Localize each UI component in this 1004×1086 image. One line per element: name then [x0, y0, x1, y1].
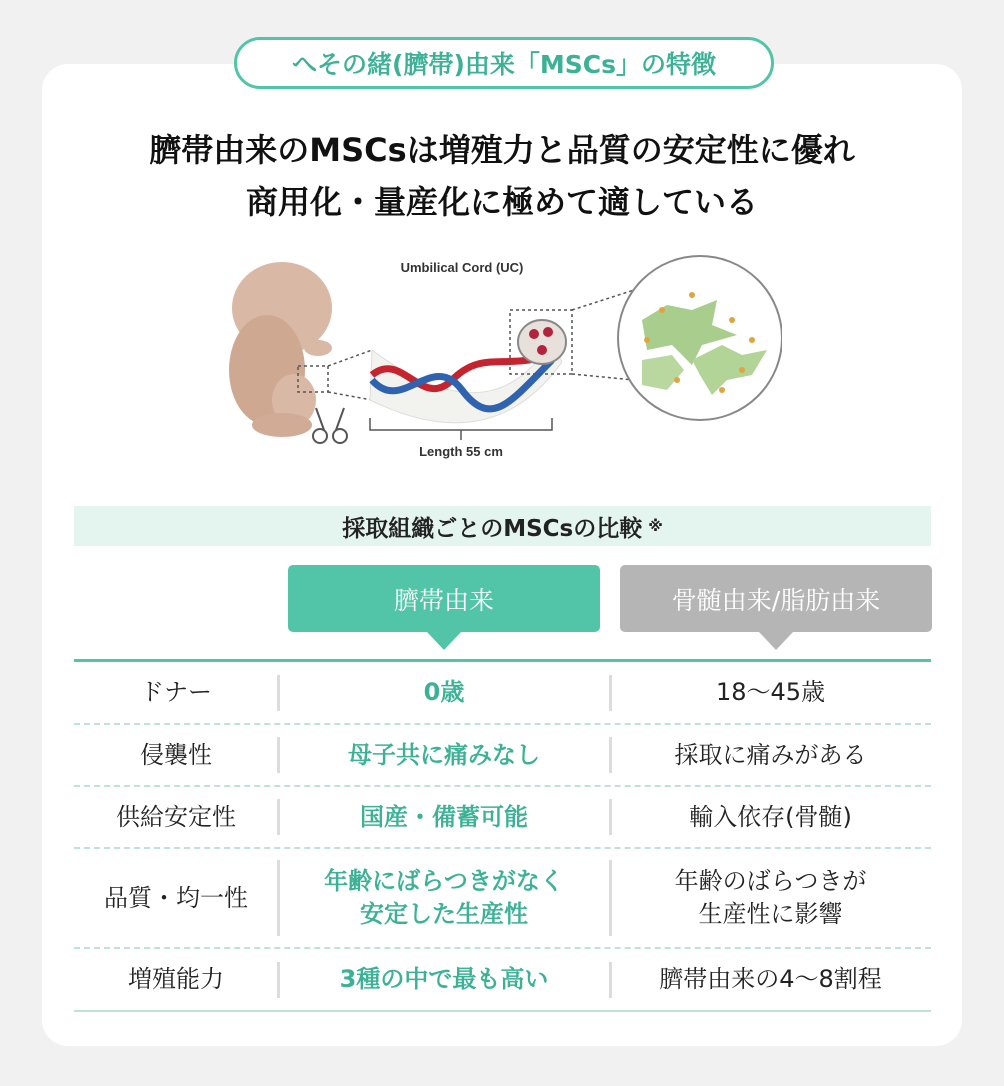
umbilical-cord-illustration	[222, 250, 782, 480]
row-label: 侵襲性	[140, 740, 212, 769]
header-arrow	[759, 632, 793, 650]
row-label: ドナー	[140, 678, 212, 706]
headline-line-2: 商用化・量産化に極めて適している	[245, 183, 758, 221]
column-divider	[609, 675, 612, 711]
column-divider	[609, 799, 612, 835]
column-divider	[277, 737, 280, 773]
other-value: 採取に痛みがある	[674, 740, 867, 769]
umbilical-value: 年齢にばらつきがなく 安定した生産性	[324, 867, 564, 928]
umbilical-value: 0歳	[423, 678, 465, 706]
umbilical-value: 母子共に痛みなし	[348, 740, 540, 769]
table-row-quality-uniformity	[74, 849, 931, 949]
header-arrow	[427, 632, 461, 650]
column-divider	[277, 962, 280, 998]
column-divider	[609, 860, 612, 936]
table-row-invasiveness	[74, 725, 931, 787]
illustration-title: Umbilical Cord (UC)	[400, 260, 524, 275]
comparison-title: 採取組織ごとのMSCsの比較	[342, 515, 643, 542]
msc-cells-magnified	[618, 256, 782, 420]
column-header-umbilical-label: 臍帯由来	[393, 585, 494, 615]
scissors-icon	[313, 408, 347, 443]
column-divider	[609, 962, 612, 998]
table-row-supply-stability	[74, 787, 931, 849]
column-header-bone-marrow-fat	[620, 565, 932, 632]
column-divider	[277, 799, 280, 835]
column-divider	[609, 737, 612, 773]
comparison-table	[74, 659, 931, 1012]
table-row-donor	[74, 662, 931, 725]
column-header-umbilical	[288, 565, 600, 632]
headline	[42, 124, 962, 228]
row-label: 増殖能力	[128, 965, 224, 993]
other-value: 18〜45歳	[715, 678, 826, 706]
column-header-other-label: 骨髄由来/脂肪由来	[671, 585, 881, 615]
note-mark: ※	[648, 517, 663, 535]
length-label: Length 55 cm	[419, 444, 503, 459]
other-value: 年齢のばらつきが 生産性に影響	[674, 867, 867, 928]
row-label: 供給安定性	[116, 802, 236, 831]
headline-line-1: 臍帯由来のMSCsは増殖力と品質の安定性に優れ	[149, 131, 855, 169]
umbilical-value: 3種の中で最も高い	[339, 965, 549, 993]
row-label: 品質・均一性	[104, 883, 248, 912]
table-row-proliferation	[74, 949, 931, 1012]
comparison-title-bar	[74, 506, 931, 546]
feature-badge: へその緒(臍帯)由来「MSCs」の特徴	[234, 37, 774, 89]
column-divider	[277, 675, 280, 711]
column-divider	[277, 860, 280, 936]
other-value: 輸入依存(骨髄)	[689, 802, 852, 831]
other-value: 臍帯由来の4〜8割程	[659, 965, 882, 993]
umbilical-value: 国産・備蓄可能	[360, 802, 528, 831]
